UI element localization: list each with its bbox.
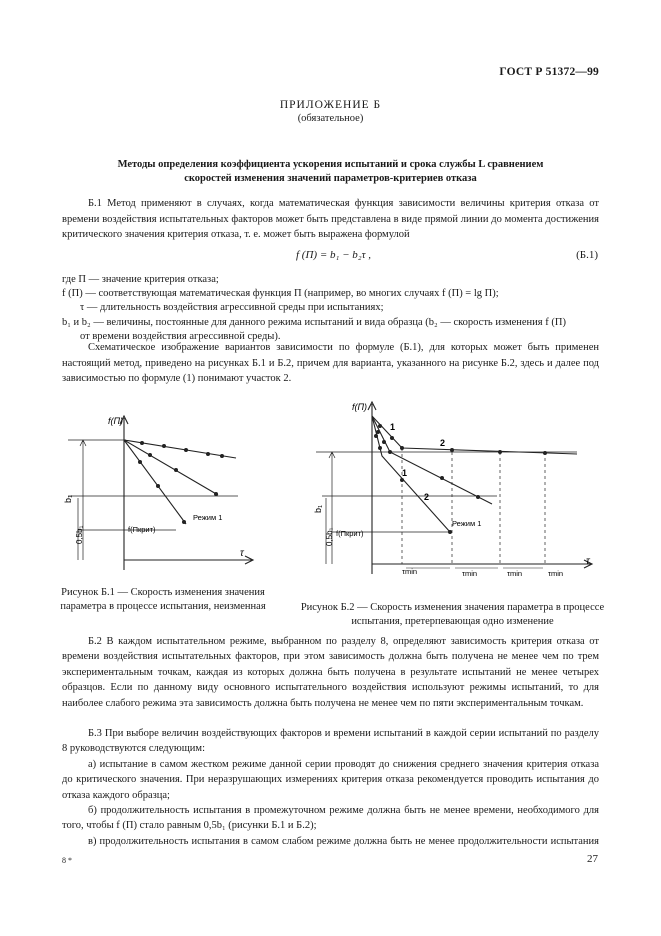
fig1-b1-label: b₁ (63, 494, 73, 503)
fig1-krit-label: f(Пкрит) (128, 525, 156, 534)
fig2-label-2a: 2 (440, 438, 446, 448)
figure-b2 (302, 396, 602, 596)
figure-b1 (58, 410, 263, 580)
fig1-axes (124, 418, 253, 570)
fig2-y-label: f(П) (352, 402, 368, 412)
paragraph-b2: Б.2 В каждом испытательном режиме, выбранном по разделу 8, определяют зависимость критерия отказа от времени воздействия испытательных факторов, при этом зависимость должна быть получена не менее чем по трем экспериментальным точкам, каждая из которых должна быть получена в результате испытаний не менее четырех образцов. Если по данному виду основного испытательного воздействия используют режимы испытаний, то для наиболее слабого режима эта зависимость должна быть получена не менее чем по пяти экспериментальным точкам. (62, 636, 599, 709)
fig1-line-mid (124, 440, 218, 495)
fig2-axes (372, 404, 592, 574)
figure-b2-caption: Рисунок Б.2 — Скорость изменения значения параметра в процессе испытания, претерпевающая одно изменение (300, 602, 605, 627)
section-title-line-1: Методы определения коэффициента ускорения испытаний и срока службы L сравнением (117, 159, 544, 170)
fig1-tau-label: τ (240, 548, 244, 559)
paragraph-b1: Б.1 Метод применяют в случаях, когда математическая функция зависимости величины критерия отказа от времени воздействия испытательных факторов может быть представлена в виде прямой линии до момента достижения критического значения критерия отказа, т. е. может быть выражена формулой (62, 198, 599, 240)
fig2-label-1b: 1 (402, 468, 408, 478)
formula-b1: f (П) = b₁ − b₂τ , (296, 249, 372, 261)
definitions-list (62, 273, 599, 344)
fig2-tmin-3: τmin (507, 569, 523, 578)
fig1-half-label: 0,5b₁ (75, 525, 84, 544)
item-b: б) продолжительность испытания в промежуточном режиме должна быть не менее времени, необходимого для того, чтобы f (П) стало равным 0,5b₁ (рисунки Б.1 и Б.2); (62, 805, 599, 832)
definition-b: b₁ и b₂ — величины, постоянные для данного режима испытаний и вида образца (b₂ — скорость изменения f (П) (62, 316, 566, 328)
fig2-tmin-2: τmin (462, 569, 478, 578)
definition-p: где П — значение критерия отказа; (62, 274, 219, 285)
fig2-krit-label: f(Пкрит) (336, 529, 364, 538)
formula-number: (Б.1) (576, 249, 598, 261)
definition-tau: τ — длительность воздействия агрессивной среды при испытаниях; (80, 302, 384, 314)
standard-number: ГОСТ Р 51372—99 (499, 66, 599, 78)
item-v: в) продолжительность испытания в самом слабом режиме должна быть не менее продолжительности испытания (88, 836, 599, 847)
fig2-label-1a: 1 (390, 422, 396, 432)
figure-b1-caption: Рисунок Б.1 — Скорость изменения значения параметра в процессе испытания, неизменная (60, 587, 266, 612)
page-number: 27 (587, 853, 598, 865)
footer-mark: 8 * (62, 856, 72, 865)
fig2-half-label: 0,5b₁ (325, 527, 334, 546)
section-title (70, 158, 591, 185)
paragraph-schema: Схематическое изображение вариантов зависимости по формуле (Б.1), для которых может быть применен настоящий метод, приведено на рисунках Б.1 и Б.2, причем для варианта, указанного на рисунке Б.2, здесь и далее под зависимостью по формуле (1) понимают участок 2. (62, 342, 599, 384)
fig2-b1-label: b₁ (313, 504, 323, 513)
fig2-mode-label: Режим 1 (452, 519, 482, 528)
fig2-line-strong (372, 416, 450, 532)
section-title-line-2: скоростей изменения значений параметров-критериев отказа (184, 172, 477, 184)
definition-b-cont: от времени воздействия агрессивной среды). (80, 330, 281, 342)
fig2-label-2b: 2 (424, 492, 430, 502)
appendix-title: ПРИЛОЖЕНИЕ Б (279, 99, 382, 111)
fig2-tau-label: τ (586, 556, 590, 567)
definition-fp: f (П) — соответствующая математическая функция П (например, во многих случаях f (П) = lg П); (62, 288, 499, 300)
fig2-tmin-1: τmin (402, 567, 418, 576)
fig2-tmin-4: τmin (548, 569, 564, 578)
fig1-line-strong (124, 440, 186, 524)
item-a: а) испытание в самом жестком режиме данной серии проводят до снижения среднего значения критерия отказа до критического значения. При неразрушающих измерениях критерия отказа рекомендуется проводить испытания до отказа каждого образца; (62, 759, 599, 801)
appendix-subtitle: (обязательное) (297, 113, 364, 124)
fig1-y-label: f(П) (108, 416, 124, 426)
fig1-mode-label: Режим 1 (193, 513, 223, 522)
paragraph-b3: Б.3 При выборе величин воздействующих факторов и времени испытаний в каждой серии испытаний по разделу 8 руководствуются следующим: (62, 728, 599, 755)
